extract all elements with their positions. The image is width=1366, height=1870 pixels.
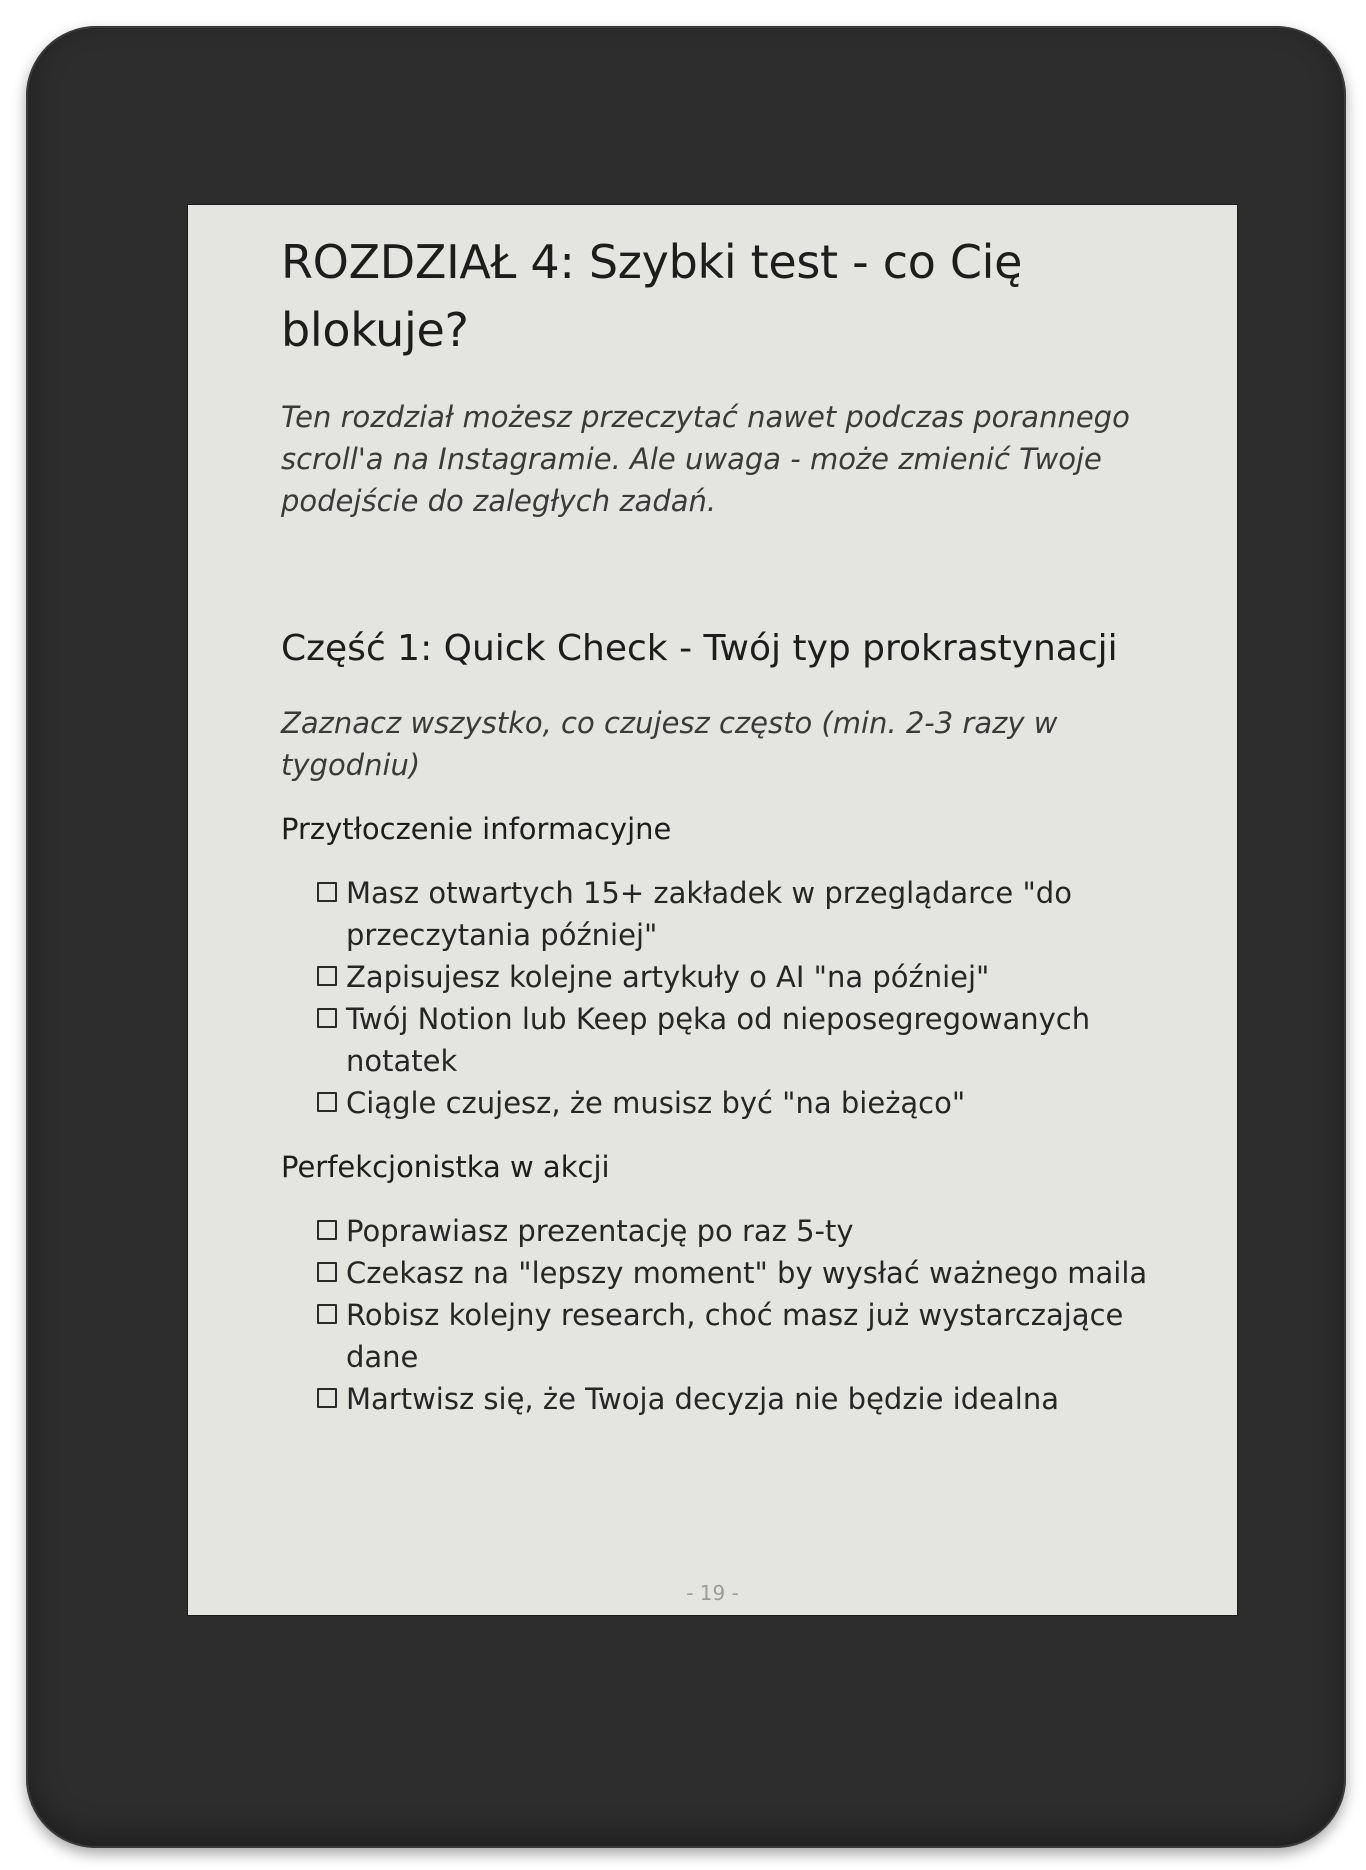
checklist-item-label: Martwisz się, że Twoja decyzja nie będzie idealna xyxy=(346,1382,1059,1416)
checkbox-icon[interactable] xyxy=(317,1092,337,1112)
checklist-item[interactable] xyxy=(317,1294,1161,1378)
checkbox-icon[interactable] xyxy=(317,1304,337,1324)
checklist-item[interactable] xyxy=(317,872,1161,956)
checkbox-icon[interactable] xyxy=(317,1388,337,1408)
page-number: - 19 - xyxy=(686,1581,739,1605)
ereader-device xyxy=(26,26,1346,1848)
checklist-item[interactable] xyxy=(317,956,1161,998)
checklist-item-label: Ciągle czujesz, że musisz być "na bieżąco" xyxy=(346,1086,966,1120)
checklist-item-label: Czekasz na "lepszy moment" by wysłać ważnego maila xyxy=(346,1256,1148,1290)
section-title: Część 1: Quick Check - Twój typ prokrastynacji xyxy=(281,628,1118,669)
checklist-information-overload xyxy=(281,872,1161,1124)
checklist-item-label: Masz otwartych 15+ zakładek w przeglądarce "do przeczytania później" xyxy=(346,876,1072,952)
checklist-item-label: Robisz kolejny research, choć masz już wystarczające dane xyxy=(346,1298,1124,1374)
checklist-item[interactable] xyxy=(317,1252,1161,1294)
checklist-item[interactable] xyxy=(317,1082,1161,1124)
section-instruction: Zaznacz wszystko, co czujesz często (min. 2-3 razy w tygodniu) xyxy=(281,706,1058,782)
checklist-item-label: Zapisujesz kolejne artykuły o AI "na później" xyxy=(346,960,990,994)
checkbox-icon[interactable] xyxy=(317,1008,337,1028)
checklist-item[interactable] xyxy=(317,998,1161,1082)
group-heading-perfectionist: Perfekcjonistka w akcji xyxy=(281,1150,610,1184)
ereader-screen[interactable] xyxy=(187,204,1238,1616)
checkbox-icon[interactable] xyxy=(317,1220,337,1240)
checklist-item-label: Poprawiasz prezentację po raz 5-ty xyxy=(346,1214,854,1248)
checkbox-icon[interactable] xyxy=(317,1262,337,1282)
group-heading-information-overload: Przytłoczenie informacyjne xyxy=(281,812,672,846)
page-content xyxy=(281,228,1161,1420)
checklist-item[interactable] xyxy=(317,1210,1161,1252)
chapter-intro: Ten rozdział możesz przeczytać nawet podczas porannego scroll'a na Instagramie. Ale uwaga - może zmienić Twoje podejście do zaległych zadań. xyxy=(281,400,1130,518)
checkbox-icon[interactable] xyxy=(317,966,337,986)
checklist-perfectionist xyxy=(281,1210,1161,1420)
chapter-title: ROZDZIAŁ 4: Szybki test - co Cię blokuje? xyxy=(281,235,1023,357)
checkbox-icon[interactable] xyxy=(317,882,337,902)
checklist-item-label: Twój Notion lub Keep pęka od nieposegregowanych notatek xyxy=(346,1002,1091,1078)
checklist-item[interactable] xyxy=(317,1378,1161,1420)
